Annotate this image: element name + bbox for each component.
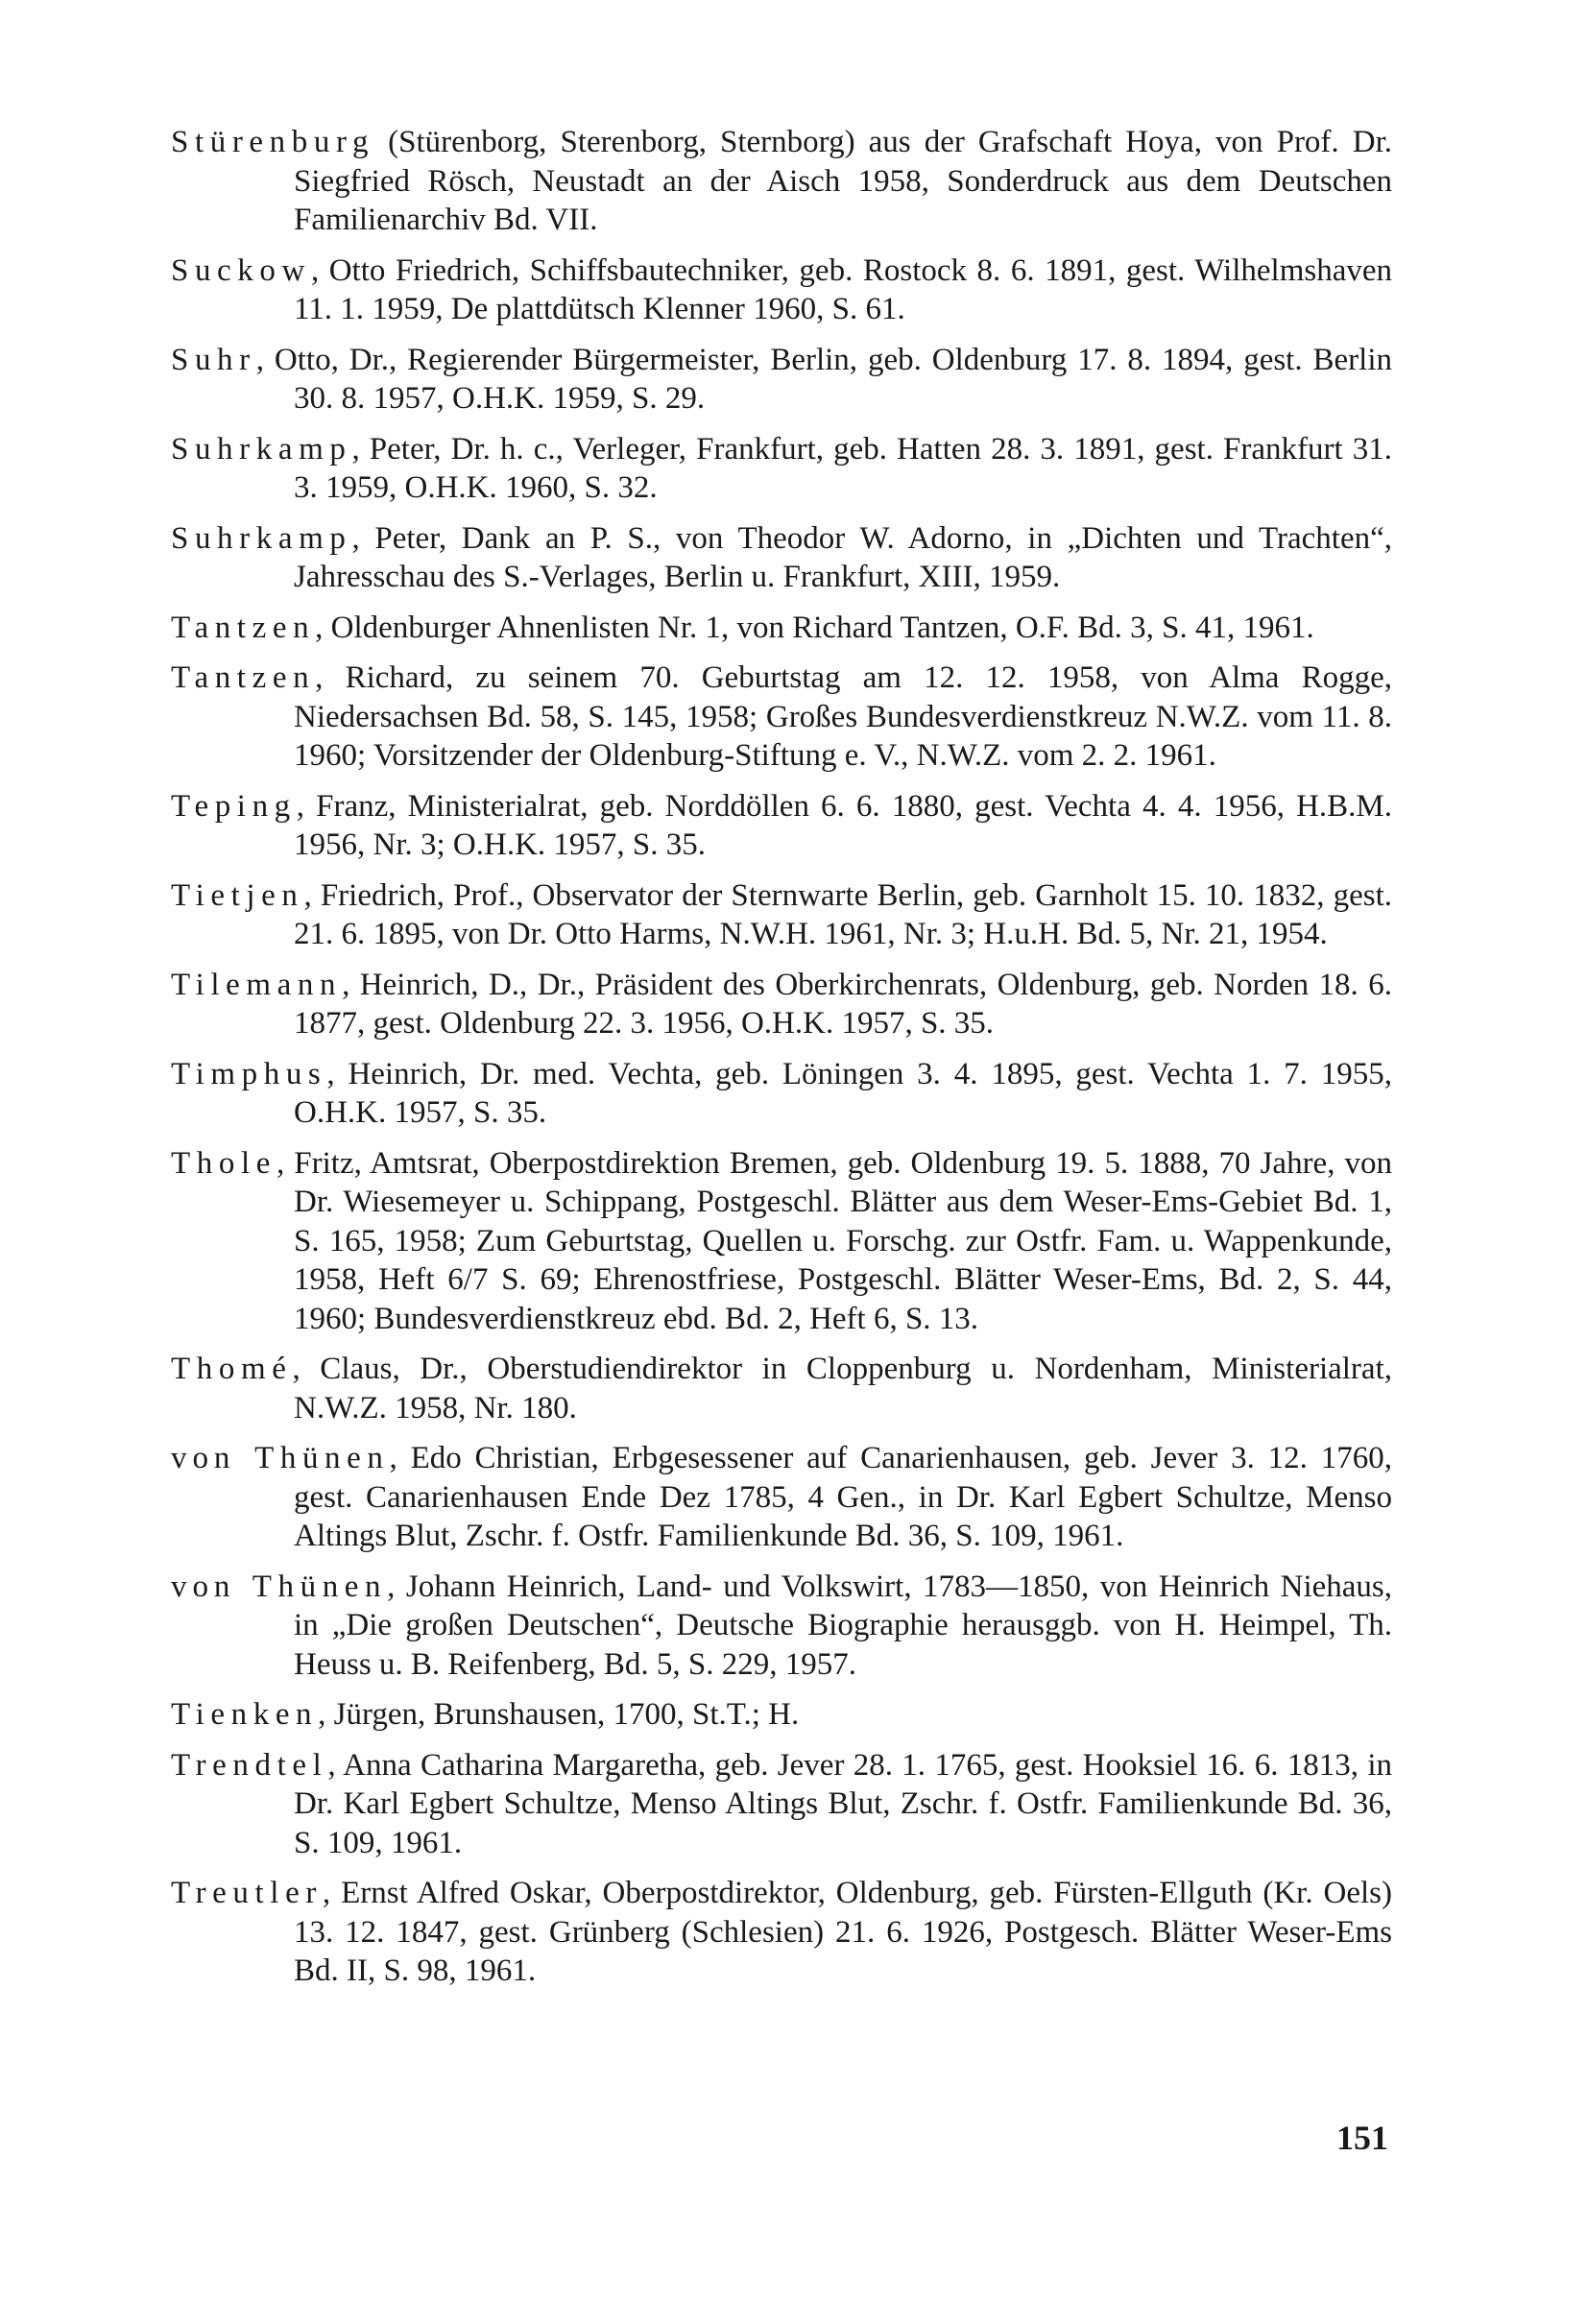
register-entry — [171, 123, 1392, 240]
entry-name: Thole — [171, 1145, 277, 1181]
entry-name: Tietjen — [171, 877, 304, 913]
register-entry — [171, 876, 1392, 954]
register-page — [171, 123, 1392, 2002]
entry-name: Stürenburg — [171, 125, 375, 159]
register-entry — [171, 341, 1392, 419]
entry-name: Suhrkamp — [171, 431, 352, 467]
entry-text: , Otto, Dr., Regierender Bürgermeister, Berlin, geb. Oldenburg 17. 8. 1894, gest. Berlin 30. 8. 1957, O.H.K. 1959, S. 29. — [255, 342, 1392, 416]
entry-text: , Johann Heinrich, Land- und Volkswirt, 1783—1850, von Heinrich Niehaus, in „Die großen Deutschen“, Deutsche Biographie herausggb. von H. Heimpel, Th. Heuss u. B. Reifenberg, Bd. 5, S. 229, 1957. — [294, 1569, 1392, 1682]
entry-name: Suhrkamp — [171, 520, 352, 556]
entry-name: Suhr — [171, 342, 256, 377]
entry-name: Timphus — [171, 1056, 327, 1091]
entry-name: Tilemann — [171, 967, 343, 1002]
entry-text: , Oldenburger Ahnenlisten Nr. 1, von Richard Tantzen, O.F. Bd. 3, S. 41, 1961. — [315, 610, 1314, 645]
register-entry — [171, 1350, 1392, 1427]
register-entry — [171, 519, 1392, 597]
entry-prefix: von — [171, 1441, 255, 1475]
entry-name: Suckow — [171, 252, 311, 288]
entry-name: Thünen — [252, 1569, 388, 1604]
register-entry — [171, 609, 1392, 648]
entry-text: , Heinrich, D., Dr., Präsident des Oberkirchenrats, Oldenburg, geb. Norden 18. 6. 1877, gest. Oldenburg 22. 3. 1956, O.H.K. 1957, S. 35. — [294, 967, 1392, 1041]
entry-text: , Richard, zu seinem 70. Geburtstag am 12. 12. 1958, von Alma Rogge, Niedersachsen Bd. 58, S. 145, 1958; Großes Bundesverdienstkreuz N.W.Z. vom 11. 8. 1960; Vorsitzender der Oldenburg-Stiftung e. V., N.W.Z. vom 2. 2. 1961. — [294, 660, 1392, 773]
entry-text: (Stürenborg, Sterenborg, Sternborg) aus der Grafschaft Hoya, von Prof. Dr. Siegfried Rösch, Neustadt an der Aisch 1958, Sonderdruck aus dem Deutschen Familienarchiv Bd. VII. — [294, 125, 1392, 237]
entry-text: , Fritz, Amtsrat, Oberpostdirektion Bremen, geb. Oldenburg 19. 5. 1888, 70 Jahre, von Dr. Wiesemeyer u. Schippang, Postgeschl. Blätter aus dem Weser-Ems-Gebiet Bd. 1, S. 165, 1958; Zum Geburtstag, Quellen u. Forschg. zur Ostfr. Fam. u. Wappenkunde, 1958, Heft 6/7 S. 69; Ehrenostfriese, Postgeschl. Blätter Weser-Ems, Bd. 2, S. 44, 1960; Bundesverdienstkreuz ebd. Bd. 2, Heft 6, S. 13. — [276, 1145, 1392, 1336]
entry-name: Tantzen — [171, 610, 316, 645]
entry-text: , Heinrich, Dr. med. Vechta, geb. Löningen 3. 4. 1895, gest. Vechta 1. 7. 1955, O.H.K. 1957, S. 35. — [294, 1056, 1392, 1130]
entry-text: , Edo Christian, Erbgesessener auf Canarienhausen, geb. Jever 3. 12. 1760, gest. Canarienhausen Ende Dez 1785, 4 Gen., in Dr. Karl Egbert Schultze, Menso Altings Blut, Zschr. f. Ostfr. Familienkunde Bd. 36, S. 109, 1961. — [294, 1441, 1393, 1553]
page-number: 151 — [1336, 2119, 1388, 2157]
entry-text: , Ernst Alfred Oskar, Oberpostdirektor, Oldenburg, geb. Fürsten-Ellguth (Kr. Oels) 13. 12. 1847, gest. Grünberg (Schlesien) 21. 6. 1926, Postgesch. Blätter Weser-Ems Bd. II, S. 98, 1961. — [294, 1876, 1392, 1988]
register-entry — [171, 1695, 1392, 1735]
entry-text: , Franz, Ministerialrat, geb. Norddöllen 6. 6. 1880, gest. Vechta 4. 4. 1956, H.B.M. 1956, Nr. 3; O.H.K. 1957, S. 35. — [294, 788, 1392, 862]
entry-text: , Anna Catharina Margaretha, geb. Jever 28. 1. 1765, gest. Hooksiel 16. 6. 1813, in Dr. Karl Egbert Schultze, Menso Altings Blut, Zschr. f. Ostfr. Familienkunde Bd. 36, S. 109, 1961. — [294, 1747, 1392, 1860]
entry-name: Thomé — [171, 1352, 293, 1386]
register-entry — [171, 1746, 1392, 1863]
entry-text: , Jürgen, Brunshausen, 1700, St.T.; H. — [318, 1697, 800, 1732]
register-entry — [171, 1055, 1392, 1133]
register-entry — [171, 1439, 1392, 1556]
entry-text: , Friedrich, Prof., Observator der Sternwarte Berlin, geb. Garnholt 15. 10. 1832, gest. 21. 6. 1895, von Dr. Otto Harms, N.W.H. 1961, Nr. 3; H.u.H. Bd. 5, Nr. 21, 1954. — [294, 877, 1392, 951]
entry-name: Thünen — [254, 1441, 390, 1475]
register-entry — [171, 966, 1392, 1043]
entry-name: Teping — [171, 788, 297, 824]
entry-name: Tantzen — [171, 660, 316, 695]
entry-prefix: von — [171, 1569, 252, 1604]
entry-name: Tienken — [171, 1697, 319, 1732]
entry-text: , Otto Friedrich, Schiffsbautechniker, geb. Rostock 8. 6. 1891, gest. Wilhelmshaven 11. 1. 1959, De plattdütsch Klenner 1960, S. 61. — [294, 252, 1392, 326]
register-entry — [171, 1874, 1392, 1991]
entry-name: Treutler — [171, 1876, 323, 1910]
register-entry — [171, 659, 1392, 776]
entry-text: , Claus, Dr., Oberstudiendirektor in Cloppenburg u. Nordenham, Ministerialrat, N.W.Z. 1958, Nr. 180. — [292, 1352, 1392, 1426]
entry-text: , Peter, Dank an P. S., von Theodor W. Adorno, in „Dichten und Trachten“, Jahresschau des S.-Verlages, Berlin u. Frankfurt, XIII, 1959. — [294, 520, 1392, 594]
entry-name: Trendtel — [171, 1747, 328, 1783]
register-entry — [171, 787, 1392, 865]
entry-text: , Peter, Dr. h. c., Verleger, Frankfurt, geb. Hatten 28. 3. 1891, gest. Frankfurt 31. 3. 1959, O.H.K. 1960, S. 32. — [294, 431, 1392, 505]
register-entry — [171, 1568, 1392, 1685]
register-entry — [171, 430, 1392, 508]
register-entry — [171, 252, 1392, 329]
register-entry — [171, 1144, 1392, 1339]
